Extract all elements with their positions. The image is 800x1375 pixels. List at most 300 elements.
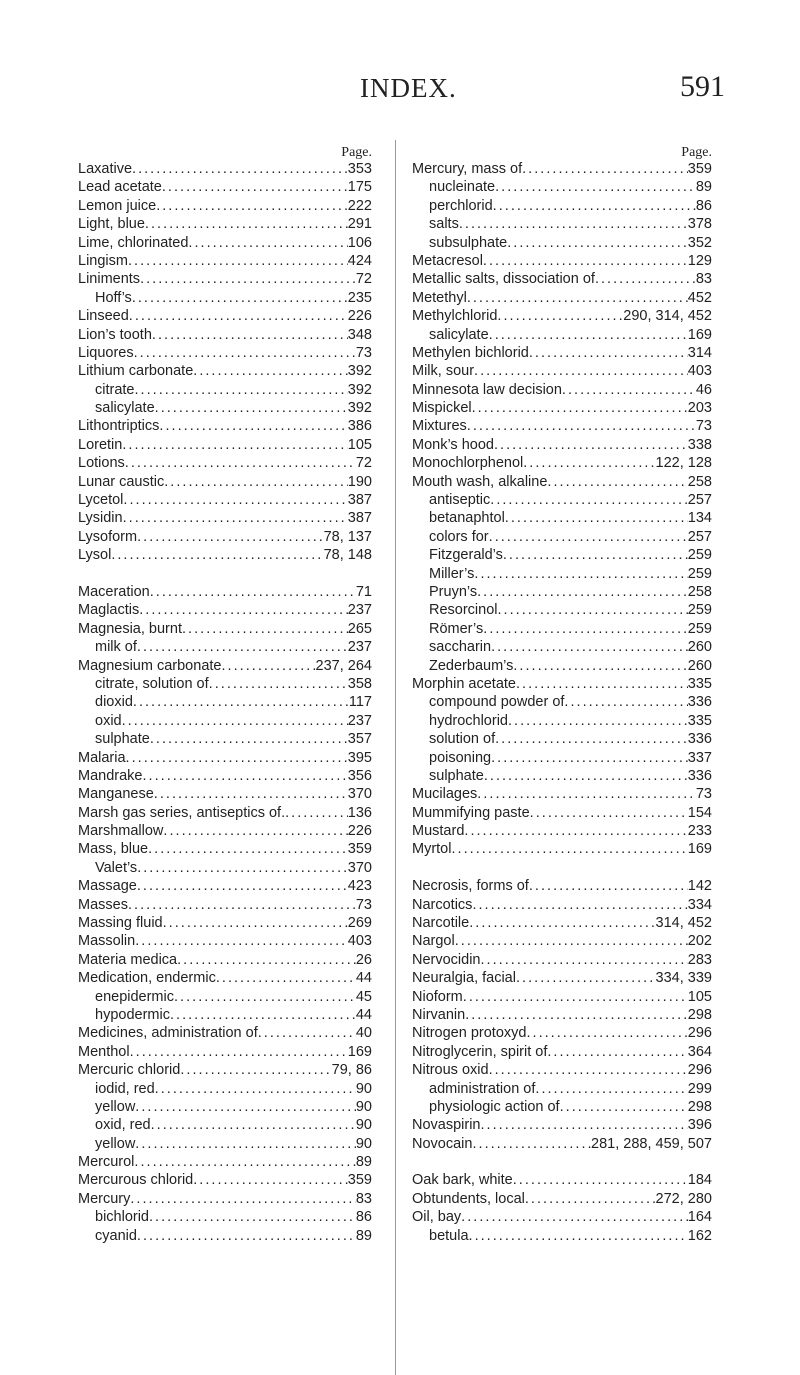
index-entry bbox=[78, 657, 372, 675]
dot-leader bbox=[258, 1024, 356, 1042]
index-subentry bbox=[412, 197, 712, 215]
entry-term: Nervocidin bbox=[412, 951, 481, 968]
dot-leader bbox=[474, 565, 687, 583]
entry-term: Liniments bbox=[78, 271, 141, 288]
dot-leader bbox=[483, 252, 688, 270]
entry-term: sulphate bbox=[95, 731, 150, 748]
dot-leader bbox=[560, 1098, 688, 1116]
entry-term: Neuralgia, facial bbox=[412, 970, 516, 987]
entry-term: Mouth wash, alkaline bbox=[412, 473, 548, 490]
dot-leader bbox=[505, 509, 688, 527]
dot-leader bbox=[159, 417, 347, 435]
entry-pages: 46 bbox=[695, 381, 712, 398]
entry-pages: 348 bbox=[347, 326, 372, 343]
dot-leader bbox=[155, 399, 348, 417]
index-entry bbox=[412, 969, 712, 987]
entry-term: saccharin bbox=[429, 639, 492, 656]
dot-leader bbox=[481, 951, 688, 969]
dot-leader bbox=[140, 270, 356, 288]
index-entry bbox=[412, 344, 712, 362]
index-entry bbox=[78, 601, 372, 619]
entry-term: oxid bbox=[95, 712, 122, 729]
entry-term: Massing fluid bbox=[78, 915, 163, 932]
index-entry bbox=[78, 491, 372, 509]
index-entry bbox=[412, 675, 712, 693]
entry-term: Linseed bbox=[78, 308, 129, 325]
entry-pages: 403 bbox=[687, 363, 712, 380]
entry-pages: 283 bbox=[687, 951, 712, 968]
index-entry bbox=[78, 620, 372, 638]
entry-pages: 73 bbox=[355, 344, 372, 361]
entry-pages: 291 bbox=[347, 216, 372, 233]
entry-pages: 45 bbox=[355, 988, 372, 1005]
entry-pages: 78, 148 bbox=[323, 547, 372, 564]
dot-leader bbox=[130, 1190, 355, 1208]
entry-term: Novocain bbox=[412, 1135, 473, 1152]
dot-leader bbox=[495, 178, 696, 196]
entry-pages: 259 bbox=[687, 620, 712, 637]
dot-leader bbox=[216, 969, 356, 987]
index-subentry bbox=[412, 215, 712, 233]
entry-term: Minnesota law decision bbox=[412, 381, 562, 398]
entry-pages: 86 bbox=[355, 1209, 372, 1226]
entry-term: salts bbox=[429, 216, 459, 233]
entry-term: Novaspirin bbox=[412, 1117, 481, 1134]
entry-term: betanaphtol bbox=[429, 510, 505, 527]
dot-leader bbox=[170, 1006, 356, 1024]
entry-pages: 89 bbox=[355, 1227, 372, 1244]
dot-leader bbox=[491, 638, 688, 656]
index-entry bbox=[412, 1043, 712, 1061]
entry-pages: 258 bbox=[687, 473, 712, 490]
dot-leader bbox=[129, 307, 348, 325]
dot-leader bbox=[523, 454, 655, 472]
dot-leader bbox=[455, 932, 688, 950]
entry-pages: 386 bbox=[347, 418, 372, 435]
entry-pages: 122, 128 bbox=[655, 455, 712, 472]
dot-leader bbox=[513, 1171, 688, 1189]
index-entry bbox=[412, 1135, 712, 1153]
dot-leader bbox=[483, 620, 688, 638]
dot-leader bbox=[122, 436, 347, 454]
entry-pages: 314 bbox=[687, 344, 712, 361]
index-entry bbox=[78, 877, 372, 895]
index-list bbox=[412, 160, 712, 1245]
entry-pages: 129 bbox=[687, 252, 712, 269]
dot-leader bbox=[134, 344, 356, 362]
entry-term: oxid, red bbox=[95, 1117, 151, 1134]
index-entry bbox=[412, 289, 712, 307]
entry-term: salicylate bbox=[95, 400, 155, 417]
dot-leader bbox=[126, 749, 348, 767]
entry-term: Marsh gas series, antiseptics of. bbox=[78, 804, 286, 821]
dot-leader bbox=[156, 197, 348, 215]
index-subentry bbox=[412, 178, 712, 196]
dot-leader bbox=[489, 528, 688, 546]
entry-term: nucleinate bbox=[429, 179, 496, 196]
dot-leader bbox=[547, 473, 687, 491]
dot-leader bbox=[562, 381, 696, 399]
entry-term: Liquores bbox=[78, 344, 134, 361]
dot-leader bbox=[123, 491, 347, 509]
index-entry bbox=[412, 896, 712, 914]
index-subentry bbox=[412, 730, 712, 748]
entry-term: Narcotics bbox=[412, 896, 473, 913]
entry-pages: 86 bbox=[695, 197, 712, 214]
dot-leader bbox=[522, 160, 688, 178]
index-entry bbox=[78, 436, 372, 454]
index-entry bbox=[412, 840, 712, 858]
dot-leader bbox=[142, 767, 347, 785]
index-entry bbox=[78, 1190, 372, 1208]
entry-term: Mispickel bbox=[412, 400, 472, 417]
entry-pages: 337 bbox=[687, 749, 712, 766]
entry-term: Lithium carbonate bbox=[78, 363, 194, 380]
entry-pages: 134 bbox=[687, 510, 712, 527]
entry-term: Miller’s bbox=[429, 565, 475, 582]
entry-term: Nitroglycerin, spirit of bbox=[412, 1043, 548, 1060]
entry-pages: 296 bbox=[687, 1025, 712, 1042]
entry-pages: 356 bbox=[347, 767, 372, 784]
entry-pages: 136 bbox=[347, 804, 372, 821]
index-entry bbox=[78, 252, 372, 270]
dot-leader bbox=[137, 859, 348, 877]
entry-pages: 190 bbox=[347, 473, 372, 490]
entry-pages: 272, 280 bbox=[655, 1190, 712, 1207]
dot-leader bbox=[481, 1116, 688, 1134]
entry-pages: 378 bbox=[687, 216, 712, 233]
index-subentry bbox=[78, 381, 372, 399]
entry-pages: 296 bbox=[687, 1062, 712, 1079]
index-entry bbox=[78, 344, 372, 362]
entry-pages: 105 bbox=[347, 436, 372, 453]
entry-pages: 184 bbox=[687, 1172, 712, 1189]
index-entry bbox=[78, 362, 372, 380]
entry-pages: 142 bbox=[687, 878, 712, 895]
index-subentry bbox=[412, 326, 712, 344]
index-entry bbox=[412, 877, 712, 895]
index-subentry bbox=[412, 1227, 712, 1245]
entry-term: Marshmallow bbox=[78, 823, 164, 840]
dot-leader bbox=[469, 914, 655, 932]
dot-leader bbox=[529, 877, 688, 895]
index-entry bbox=[412, 252, 712, 270]
entry-term: antiseptic bbox=[429, 492, 491, 509]
entry-pages: 169 bbox=[687, 326, 712, 343]
dot-leader bbox=[154, 785, 348, 803]
index-entry bbox=[78, 326, 372, 344]
dot-leader bbox=[135, 1135, 356, 1153]
dot-leader bbox=[472, 399, 688, 417]
dot-leader bbox=[535, 1080, 687, 1098]
entry-pages: 235 bbox=[347, 289, 372, 306]
index-entry bbox=[412, 1024, 712, 1042]
entry-term: Lysidin bbox=[78, 510, 123, 527]
dot-leader bbox=[465, 1006, 688, 1024]
entry-term: colors for bbox=[429, 528, 489, 545]
dot-leader bbox=[123, 509, 348, 527]
dot-leader bbox=[128, 252, 348, 270]
dot-leader bbox=[474, 362, 688, 380]
index-subentry bbox=[78, 1208, 372, 1226]
entry-term: Lion’s tooth bbox=[78, 326, 152, 343]
index-subentry bbox=[412, 749, 712, 767]
index-subentry bbox=[412, 528, 712, 546]
entry-pages: 226 bbox=[347, 823, 372, 840]
entry-pages: 396 bbox=[687, 1117, 712, 1134]
entry-pages: 202 bbox=[687, 933, 712, 950]
entry-term: Materia medica bbox=[78, 951, 178, 968]
entry-pages: 175 bbox=[347, 179, 372, 196]
entry-pages: 73 bbox=[695, 418, 712, 435]
index-subentry bbox=[78, 730, 372, 748]
entry-term: Laxative bbox=[78, 161, 133, 177]
index-entry bbox=[412, 804, 712, 822]
index-entry bbox=[78, 178, 372, 196]
index-subentry bbox=[412, 601, 712, 619]
entry-term: Monk’s hood bbox=[412, 436, 494, 453]
entry-term: Magnesia, burnt bbox=[78, 620, 182, 637]
entry-term: Massolin bbox=[78, 933, 136, 950]
entry-pages: 259 bbox=[687, 547, 712, 564]
index-entry bbox=[78, 785, 372, 803]
index-subentry bbox=[412, 1080, 712, 1098]
dot-leader bbox=[508, 712, 688, 730]
index-entry bbox=[78, 583, 372, 601]
entry-pages: 154 bbox=[687, 804, 712, 821]
index-subentry bbox=[412, 565, 712, 583]
entry-term: Methylen bichlorid bbox=[412, 344, 529, 361]
index-entry bbox=[412, 785, 712, 803]
entry-pages: 336 bbox=[687, 767, 712, 784]
entry-pages: 290, 314, 452 bbox=[623, 308, 712, 325]
entry-term: Morphin acetate bbox=[412, 675, 516, 692]
dot-leader bbox=[193, 362, 348, 380]
entry-term: Mercury bbox=[78, 1190, 131, 1207]
index-entry bbox=[78, 969, 372, 987]
dot-leader bbox=[132, 289, 348, 307]
entry-term: Medication, endermic bbox=[78, 970, 216, 987]
index-entry bbox=[412, 436, 712, 454]
entry-pages: 314, 452 bbox=[655, 915, 712, 932]
entry-term: Pruyn’s bbox=[429, 583, 478, 600]
dot-leader bbox=[595, 270, 696, 288]
dot-leader bbox=[150, 583, 356, 601]
index-subentry bbox=[412, 712, 712, 730]
entry-term: Römer’s bbox=[429, 620, 484, 637]
entry-pages: 71 bbox=[355, 583, 372, 600]
index-entry bbox=[412, 417, 712, 435]
index-entry bbox=[412, 822, 712, 840]
entry-term: Massage bbox=[78, 878, 137, 895]
dot-leader bbox=[484, 767, 688, 785]
entry-term: Necrosis, forms of bbox=[412, 878, 529, 895]
dot-leader bbox=[513, 657, 687, 675]
entry-term: Menthol bbox=[78, 1043, 130, 1060]
entry-term: Medicines, administration of bbox=[78, 1025, 258, 1042]
entry-term: Oil, bay bbox=[412, 1209, 462, 1226]
entry-pages: 89 bbox=[695, 179, 712, 196]
entry-term: Mummifying paste bbox=[412, 804, 530, 821]
entry-term: citrate bbox=[95, 381, 135, 398]
index-entry bbox=[78, 454, 372, 472]
dot-leader bbox=[137, 638, 348, 656]
index-entry bbox=[78, 804, 372, 822]
entry-term: Lysoform bbox=[78, 528, 138, 545]
page-column-label: Page. bbox=[341, 145, 372, 160]
dot-leader bbox=[477, 785, 696, 803]
dot-leader bbox=[128, 896, 356, 914]
entry-pages: 257 bbox=[687, 492, 712, 509]
index-entry bbox=[78, 896, 372, 914]
dot-leader bbox=[516, 969, 656, 987]
entry-pages: 72 bbox=[355, 455, 372, 472]
entry-pages: 233 bbox=[687, 823, 712, 840]
entry-pages: 395 bbox=[347, 749, 372, 766]
index-subentry bbox=[78, 1135, 372, 1153]
page-column-label: Page. bbox=[681, 145, 712, 160]
index-subentry bbox=[78, 1227, 372, 1245]
entry-term: Mucilages bbox=[412, 786, 478, 803]
entry-term: salicylate bbox=[429, 326, 489, 343]
entry-term: Loretin bbox=[78, 436, 123, 453]
index-subentry bbox=[78, 675, 372, 693]
entry-term: administration of bbox=[429, 1080, 536, 1097]
dot-leader bbox=[193, 1171, 348, 1189]
entry-pages: 237 bbox=[347, 712, 372, 729]
index-entry bbox=[412, 1116, 712, 1134]
entry-term: Nirvanin bbox=[412, 1006, 466, 1023]
entry-pages: 237, 264 bbox=[315, 657, 372, 674]
dot-leader bbox=[134, 1153, 355, 1171]
dot-leader bbox=[139, 601, 348, 619]
index-subentry bbox=[78, 988, 372, 1006]
dot-leader bbox=[155, 1080, 356, 1098]
dot-leader bbox=[163, 914, 348, 932]
entry-pages: 352 bbox=[687, 234, 712, 251]
entry-pages: 424 bbox=[347, 252, 372, 269]
entry-term: Maceration bbox=[78, 583, 150, 600]
entry-term: Lunar caustic bbox=[78, 473, 165, 490]
dot-leader bbox=[493, 197, 696, 215]
entry-pages: 299 bbox=[687, 1080, 712, 1097]
entry-term: Myrtol bbox=[412, 841, 452, 858]
entry-pages: 72 bbox=[355, 271, 372, 288]
entry-term: Nitrogen protoxyd bbox=[412, 1025, 527, 1042]
index-entry bbox=[78, 509, 372, 527]
index-entry bbox=[78, 473, 372, 491]
entry-term: Magnesium carbonate bbox=[78, 657, 222, 674]
entry-term: compound powder of bbox=[429, 694, 565, 711]
dot-leader bbox=[163, 822, 347, 840]
dot-leader bbox=[137, 877, 348, 895]
index-entry bbox=[412, 381, 712, 399]
entry-pages: 83 bbox=[695, 271, 712, 288]
entry-pages: 90 bbox=[355, 1135, 372, 1152]
index-entry bbox=[78, 1153, 372, 1171]
entry-pages: 281, 288, 459, 507 bbox=[591, 1135, 712, 1152]
entry-pages: 90 bbox=[355, 1098, 372, 1115]
index-entry bbox=[412, 914, 712, 932]
index-entry bbox=[78, 932, 372, 950]
dot-leader bbox=[221, 657, 315, 675]
entry-pages: 364 bbox=[687, 1043, 712, 1060]
index-subentry bbox=[78, 1116, 372, 1134]
dot-leader bbox=[526, 1024, 687, 1042]
index-subentry bbox=[78, 859, 372, 877]
entry-pages: 203 bbox=[687, 400, 712, 417]
dot-leader bbox=[209, 675, 348, 693]
entry-pages: 358 bbox=[347, 675, 372, 692]
section-gap bbox=[78, 565, 372, 583]
index-subentry bbox=[412, 620, 712, 638]
entry-term: yellow bbox=[95, 1098, 136, 1115]
entry-term: cyanid bbox=[95, 1227, 137, 1244]
index-subentry bbox=[412, 583, 712, 601]
index-entry bbox=[78, 270, 372, 288]
index-column-left bbox=[78, 145, 372, 1245]
entry-pages: 387 bbox=[347, 510, 372, 527]
entry-term: Lingism bbox=[78, 252, 128, 269]
entry-term: Maglactis bbox=[78, 602, 140, 619]
entry-pages: 105 bbox=[687, 988, 712, 1005]
index-subentry bbox=[78, 693, 372, 711]
dot-leader bbox=[130, 1043, 348, 1061]
entry-term: Mass, blue bbox=[78, 841, 149, 858]
dot-leader bbox=[461, 1208, 688, 1226]
entry-pages: 260 bbox=[687, 657, 712, 674]
section-gap bbox=[412, 1153, 712, 1171]
index-entry bbox=[78, 840, 372, 858]
dot-leader bbox=[477, 583, 688, 601]
entry-pages: 392 bbox=[347, 400, 372, 417]
entry-pages: 169 bbox=[347, 1043, 372, 1060]
entry-pages: 298 bbox=[687, 1006, 712, 1023]
entry-term: Lotions bbox=[78, 455, 125, 472]
entry-term: Metethyl bbox=[412, 289, 467, 306]
section-gap bbox=[412, 859, 712, 877]
dot-leader bbox=[459, 215, 688, 233]
index-list bbox=[78, 160, 372, 1245]
page-title: INDEX. bbox=[360, 73, 457, 103]
index-entry bbox=[412, 951, 712, 969]
index-entry bbox=[412, 1190, 712, 1208]
index-entry bbox=[78, 767, 372, 785]
entry-pages: 387 bbox=[347, 492, 372, 509]
entry-pages: 260 bbox=[687, 639, 712, 656]
dot-leader bbox=[182, 620, 348, 638]
dot-leader bbox=[150, 730, 348, 748]
entry-pages: 336 bbox=[687, 731, 712, 748]
entry-pages: 44 bbox=[355, 1006, 372, 1023]
entry-term: Metacresol bbox=[412, 252, 483, 269]
index-subentry bbox=[412, 657, 712, 675]
entry-pages: 336 bbox=[687, 694, 712, 711]
entry-term: Mercurous chlorid bbox=[78, 1172, 194, 1189]
entry-pages: 162 bbox=[687, 1227, 712, 1244]
index-entry bbox=[412, 160, 712, 178]
dot-leader bbox=[135, 932, 348, 950]
entry-pages: 258 bbox=[687, 583, 712, 600]
index-subentry bbox=[412, 509, 712, 527]
index-entry bbox=[412, 362, 712, 380]
entry-pages: 106 bbox=[347, 234, 372, 251]
entry-term: Mustard bbox=[412, 823, 465, 840]
entry-term: Light, blue bbox=[78, 216, 145, 233]
dot-leader bbox=[564, 693, 687, 711]
entry-pages: 90 bbox=[355, 1117, 372, 1134]
entry-term: Manganese bbox=[78, 786, 154, 803]
